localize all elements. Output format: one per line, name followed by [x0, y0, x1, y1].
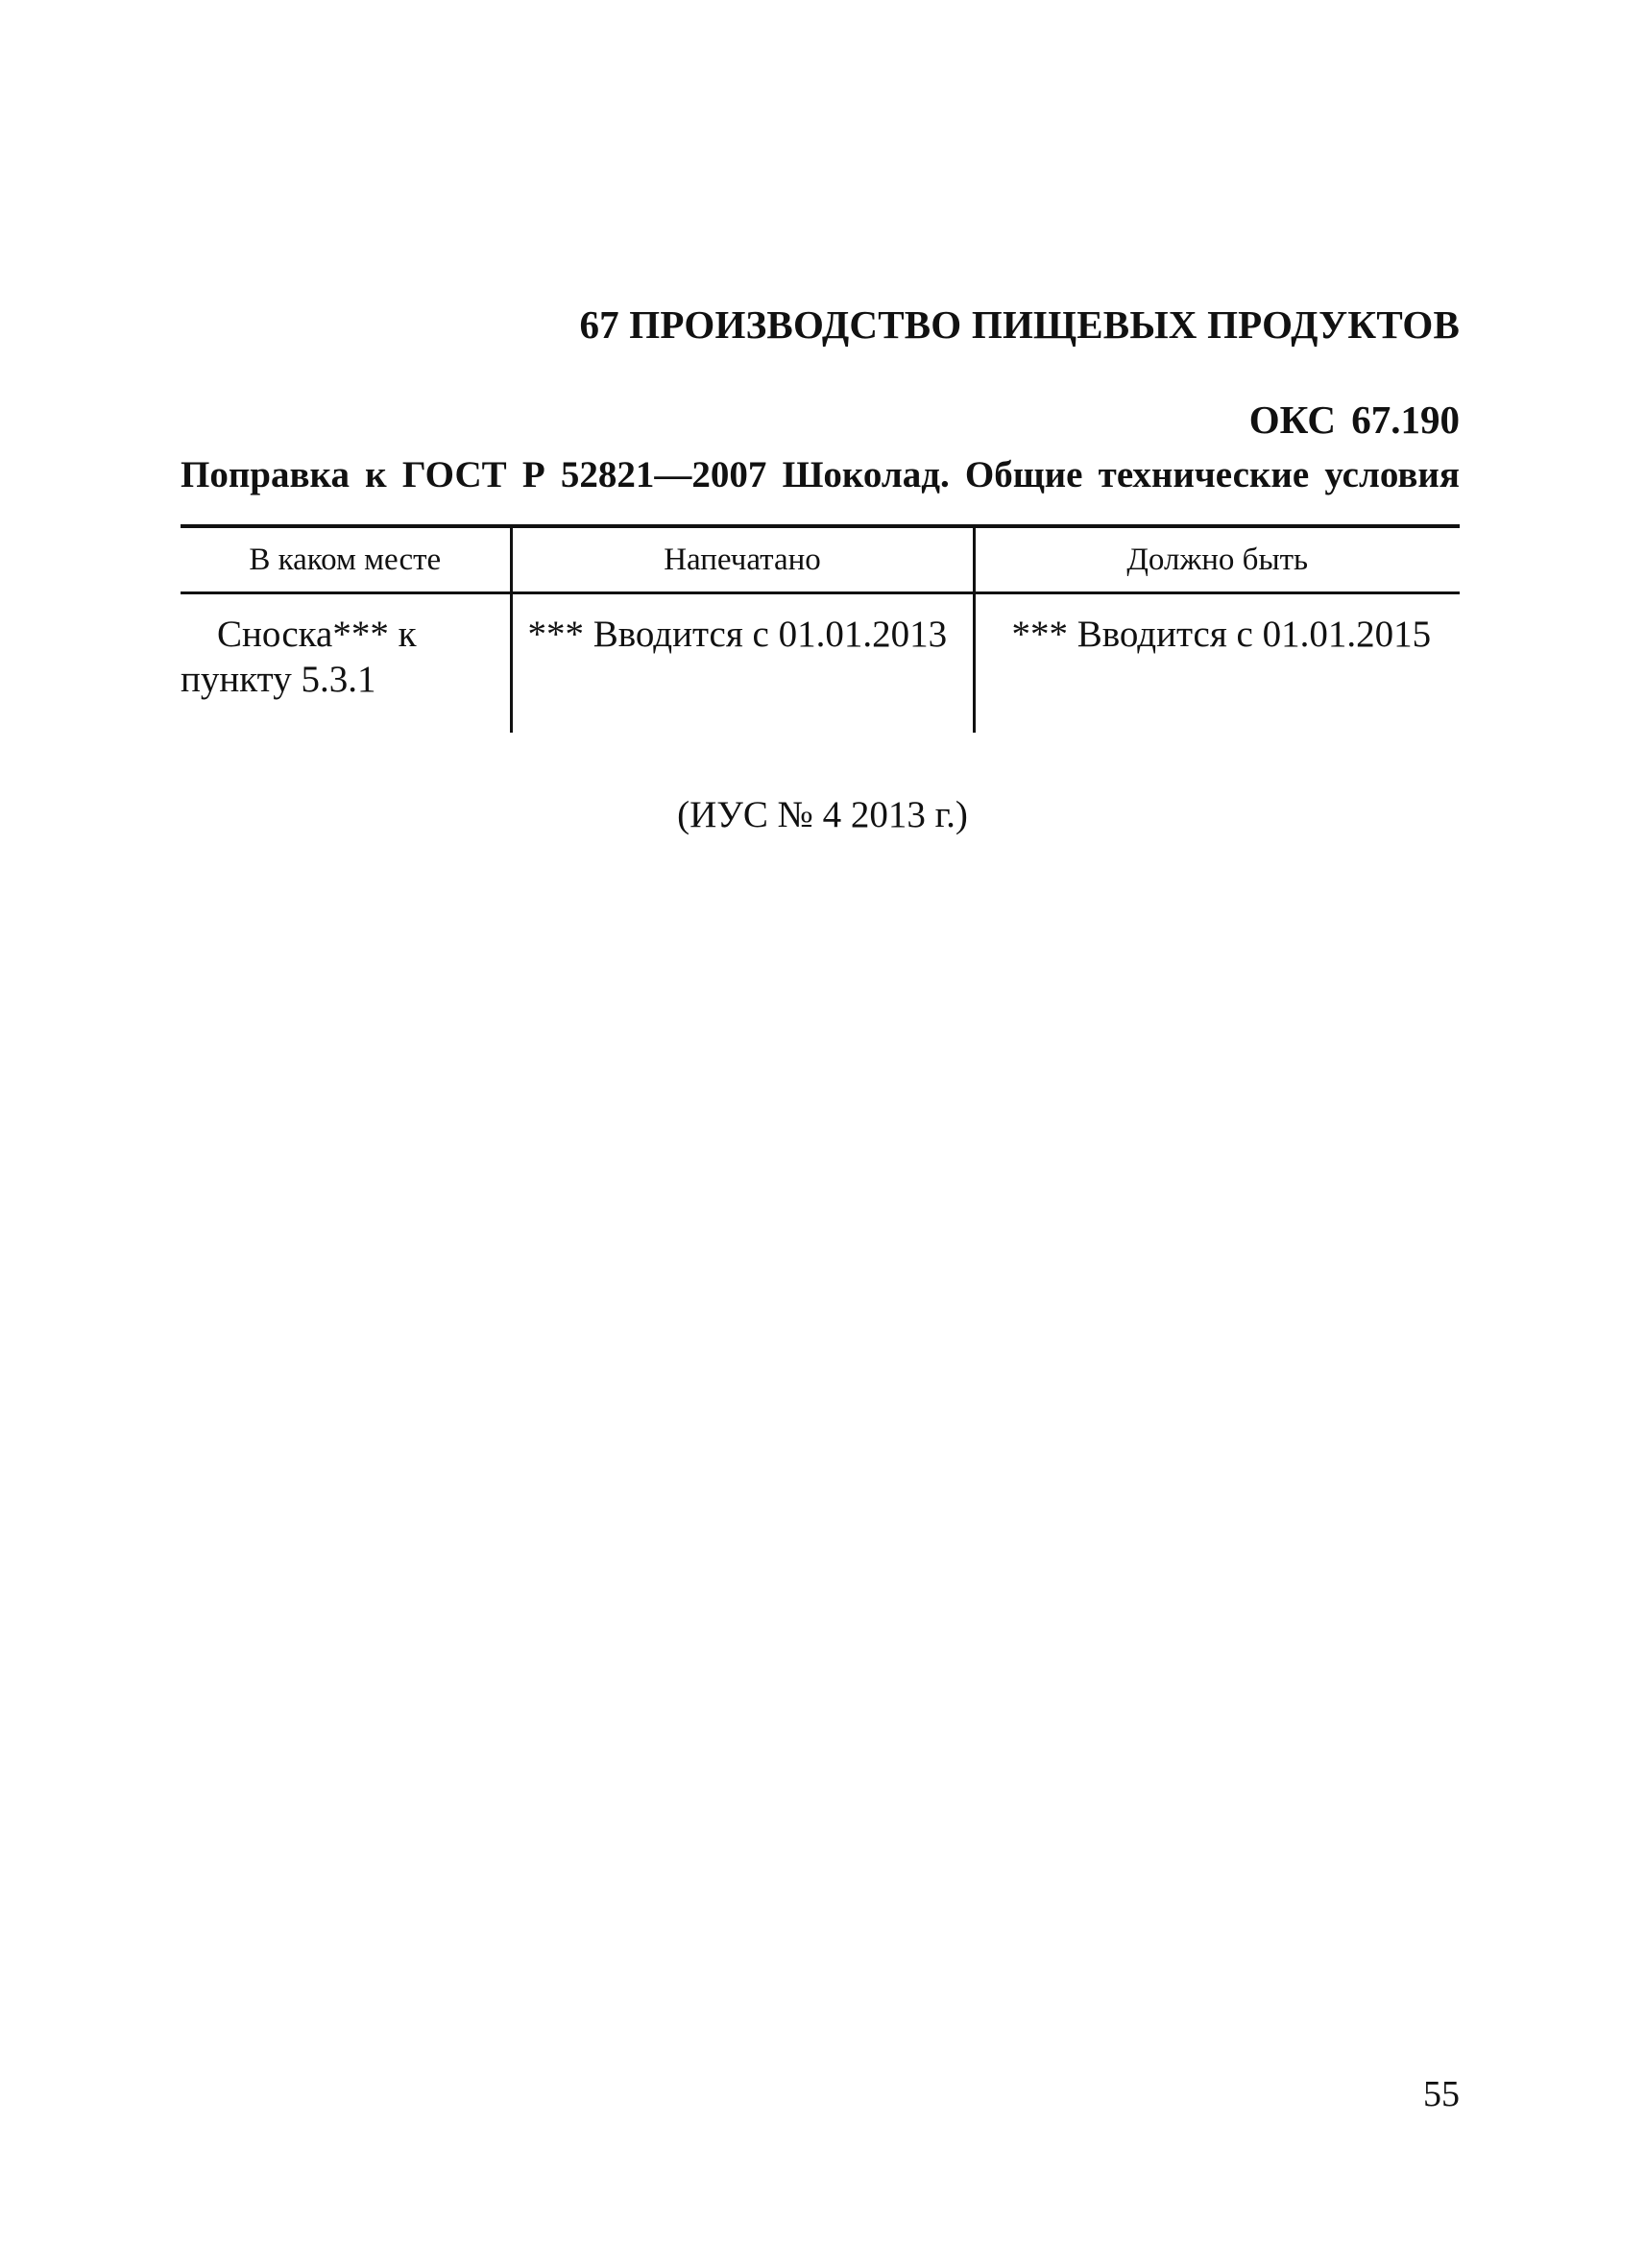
cell-printed: *** Вводится с 01.01.2013	[511, 593, 974, 734]
cell-place-line1: Сноска*** к	[217, 614, 417, 655]
cell-place-line2: пункту 5.3.1	[181, 659, 376, 700]
correction-table	[181, 524, 1460, 733]
page-number: 55	[1423, 2074, 1460, 2114]
section-heading: 67 ПРОИЗВОДСТВО ПИЩЕВЫХ ПРОДУКТОВ	[579, 302, 1460, 347]
table-header-row	[181, 526, 1460, 593]
header-printed: Напечатано	[511, 526, 974, 593]
source-note: (ИУС № 4 2013 г.)	[677, 794, 968, 835]
header-place: В каком месте	[181, 526, 511, 593]
oks-code: ОКС 67.190	[1248, 398, 1460, 442]
table-row	[181, 593, 1460, 734]
cell-place	[181, 593, 511, 734]
document-title: Поправка к ГОСТ Р 52821—2007 Шоколад. Общие технические условия	[181, 454, 1460, 495]
header-should-be: Должно быть	[974, 526, 1460, 593]
cell-should-be: *** Вводится с 01.01.2015	[974, 593, 1460, 734]
